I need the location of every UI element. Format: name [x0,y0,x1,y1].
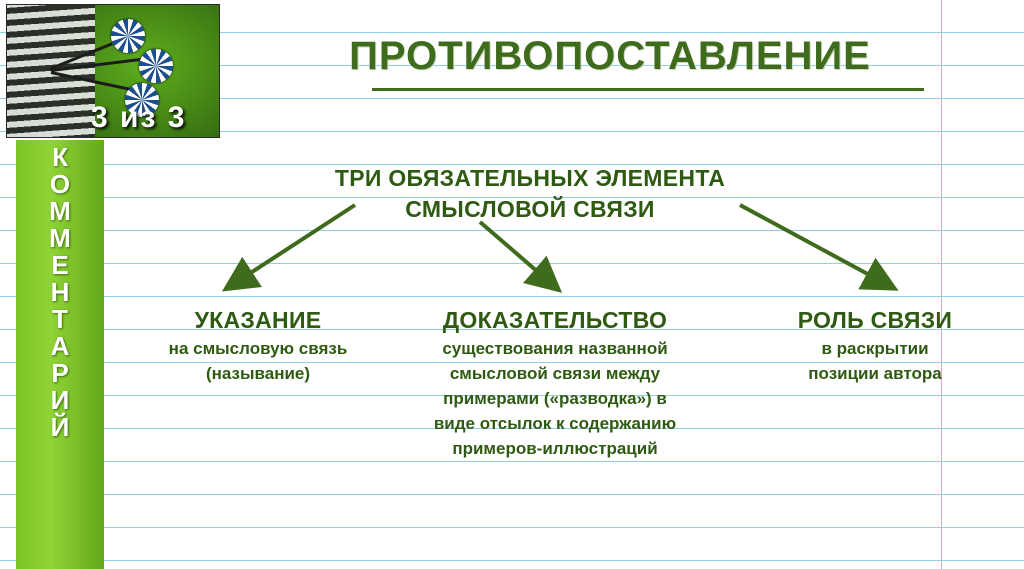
title-underline [372,88,924,91]
sidebar-letter: О [49,169,71,199]
slide-counter: 3 из 3 [91,101,187,134]
sidebar-letter: К [52,142,68,172]
sidebar-letter: М [49,196,71,226]
diagram-branch-1 [108,305,408,386]
branch-3-line-2: позиции автора [808,364,942,383]
branch-1-line-1: на смысловую связь [168,339,348,358]
root-line-2: СМЫСЛОВОЙ СВЯЗИ [405,196,655,222]
darts-image [6,4,220,138]
sidebar-letter: М [49,223,71,253]
branch-2-line-2: смысловой связи между [449,364,661,383]
diagram-branch-3 [735,305,1015,386]
branch-1-line-2: (называние) [205,364,311,383]
branch-3-heading: РОЛЬ СВЯЗИ [797,307,953,333]
root-line-1: ТРИ ОБЯЗАТЕЛЬНЫХ ЭЛЕМЕНТА [334,165,726,191]
branch-1-heading: УКАЗАНИЕ [194,307,322,333]
page-title: ПРОТИВОПОСТАВЛЕНИЕ [349,34,871,78]
branch-2-line-1: существования названной [442,339,668,358]
sidebar-letter: Р [51,358,69,388]
sidebar-letter: И [50,385,70,415]
sidebar-comment-banner [16,140,104,569]
diagram-branch-2 [390,305,720,461]
sidebar-letter: А [50,331,70,361]
branch-2-line-5: примеров-иллюстраций [452,439,658,458]
sidebar-letter: Т [52,304,68,334]
sidebar-letter: Е [51,250,69,280]
branch-2-heading: ДОКАЗАТЕЛЬСТВО [442,307,668,333]
sidebar-letter: Н [50,277,70,307]
branch-2-line-3: примерами («разводка») в [443,389,667,408]
dart-flight-icon [139,49,173,83]
sidebar-label [16,144,104,441]
diagram-root-node [180,163,880,225]
branch-2-line-4: виде отсылок к содержанию [433,414,677,433]
branch-3-line-1: в раскрытии [821,339,929,358]
sidebar-letter: Й [50,412,70,442]
dart-flight-icon [111,19,145,53]
